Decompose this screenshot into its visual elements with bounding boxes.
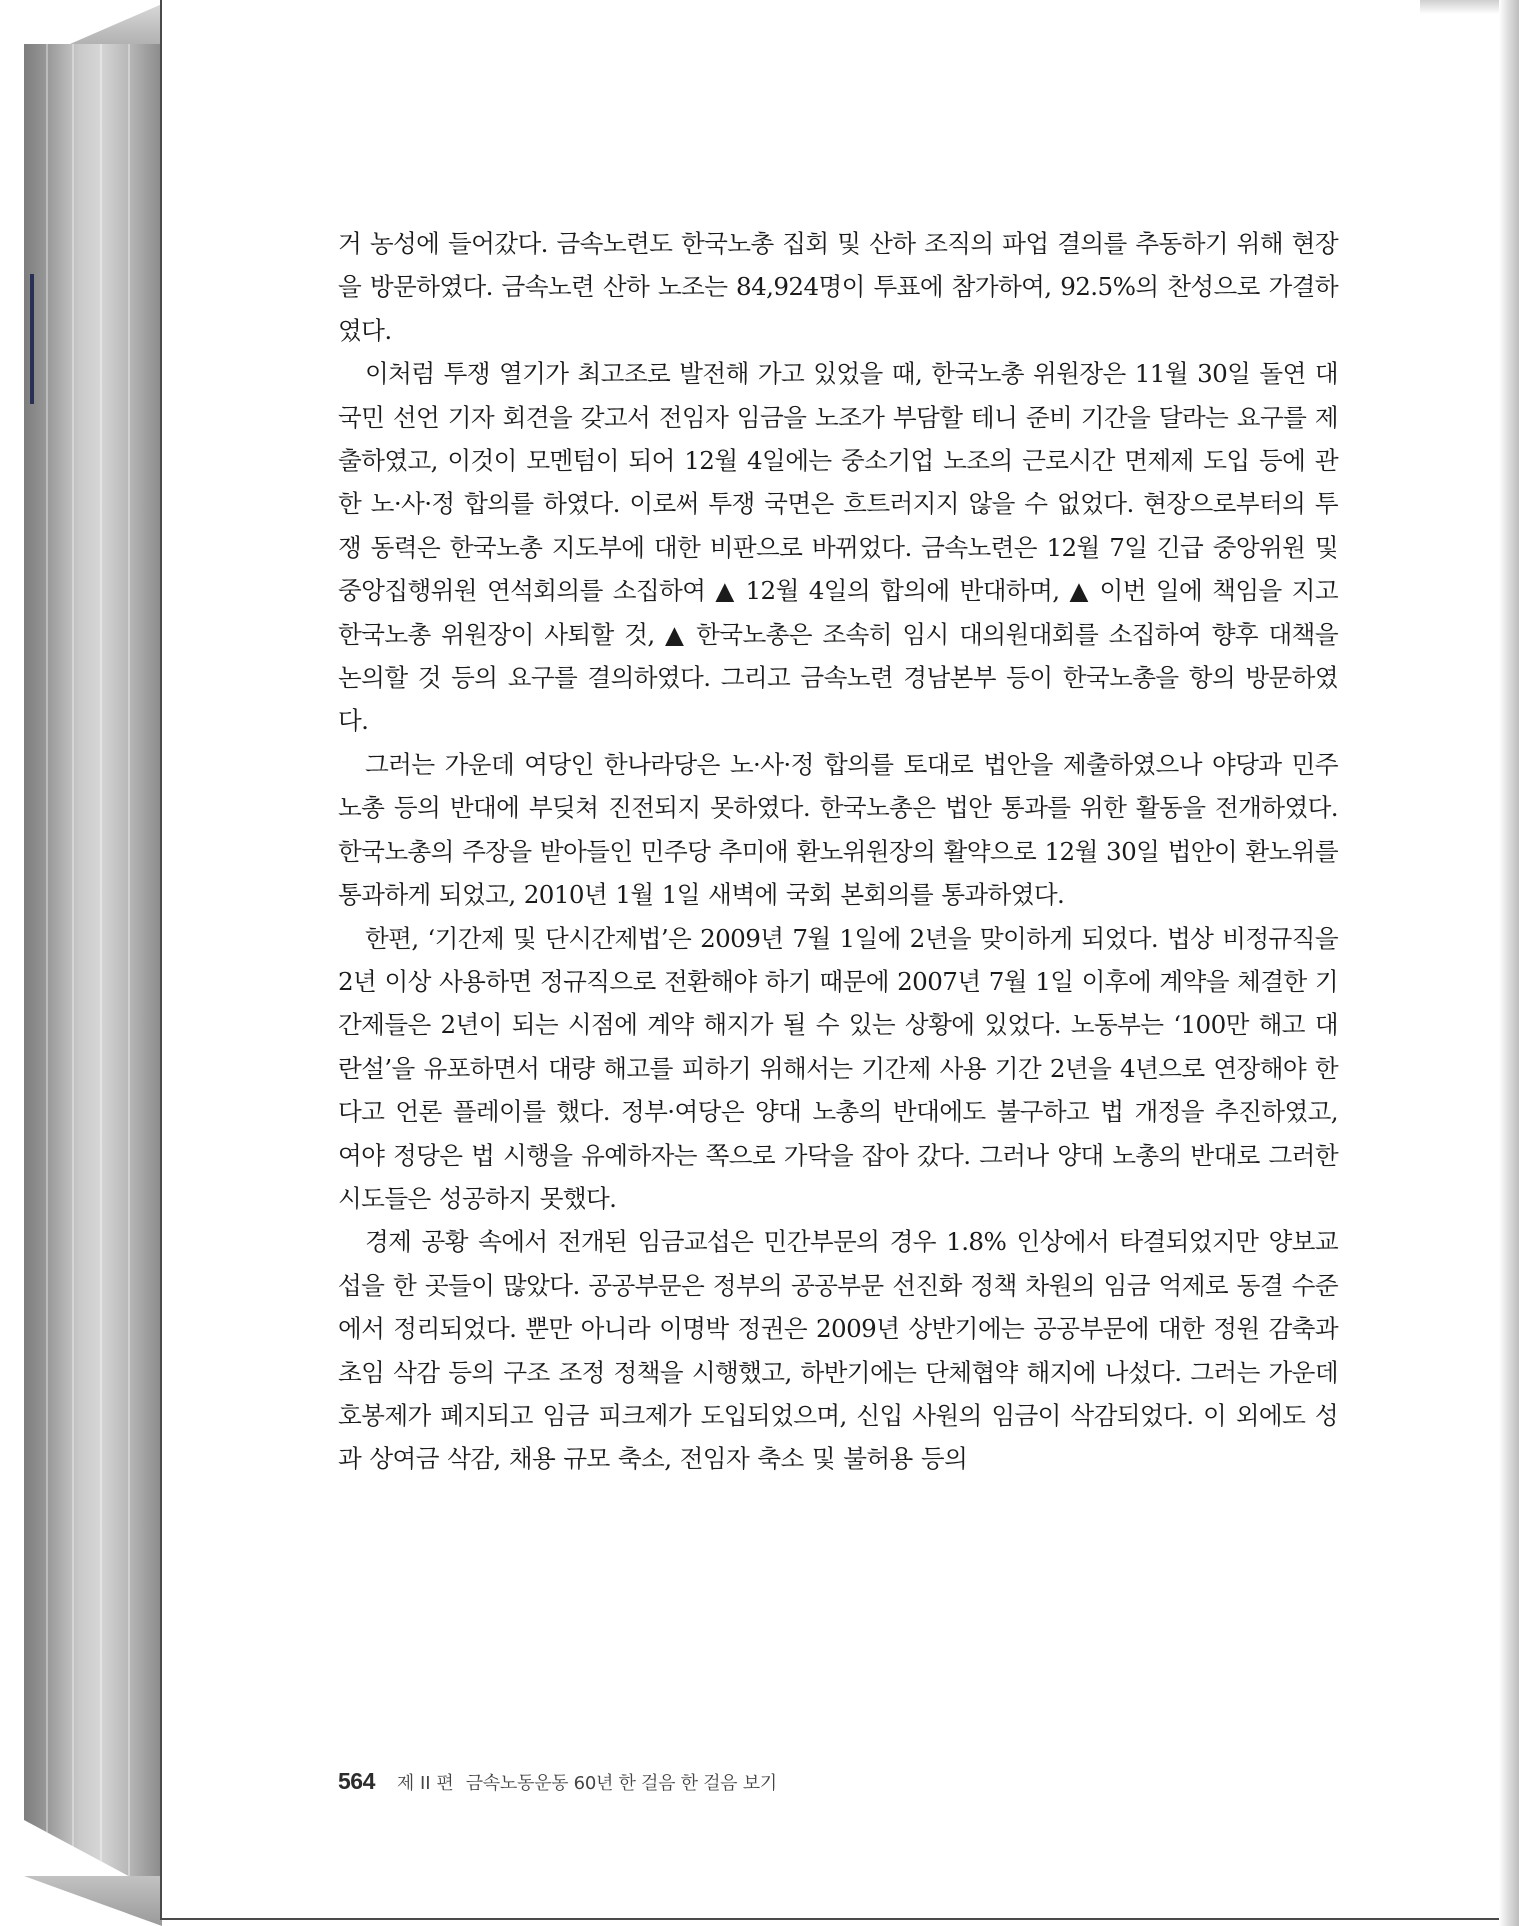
book-bottom-edge (24, 1876, 162, 1926)
running-title: 금속노동운동 60년 한 걸음 한 걸음 보기 (465, 1773, 777, 1794)
page-footer (338, 1768, 777, 1798)
page-edge-line (100, 44, 102, 1894)
bookmark-ribbon (30, 274, 34, 404)
paragraph: 한편, ‘기간제 및 단시간제법’은 2009년 7월 1일에 2년을 맞이하게 되었다. 법상 비정규직을 2년 이상 사용하면 정규직으로 전환해야 하기 때문에 2007년 7월 1일 이후에 계약을 체결한 기간제들은 2년이 되는 시점에 계약 해지가 될 수 있는 상황에 있었다. 노동부는 ‘100만 해고 대란설’을 유포하면서 대량 해고를 피하기 위해서는 기간제 사용 기간 2년을 4년으로 연장해야 한다고 언론 플레이를 했다. 정부·여당은 양대 노총의 반대에도 불구하고 법 개정을 추진하였고, 여야 정당은 법 시행을 유예하자는 쪽으로 가닥을 잡아 갔다. 그러나 양대 노총의 반대로 그러한 시도들은 성공하지 못했다. (338, 923, 1338, 1213)
page-edge-line (72, 44, 74, 1894)
book-page-edges (24, 44, 162, 1894)
body-text (338, 222, 1338, 1481)
paragraph: 거 농성에 들어갔다. 금속노련도 한국노총 집회 및 산하 조직의 파업 결의를 추동하기 위해 현장을 방문하였다. 금속노련 산하 노조는 84,924명이 투표에 참가하여, 92.5%의 찬성으로 가결하였다. (338, 229, 1338, 345)
page-number: 564 (338, 1768, 375, 1794)
paragraph: 경제 공황 속에서 전개된 임금교섭은 민간부문의 경우 1.8% 인상에서 타결되었지만 양보교섭을 한 곳들이 많았다. 공공부문은 정부의 공공부문 선진화 정책 차원의 임금 억제로 동결 수준에서 정리되었다. 뿐만 아니라 이명박 정권은 2009년 상반기에는 공공부문에 대한 정원 감축과 초임 삭감 등의 구조 조정 정책을 시행했고, 하반기에는 단체협약 해지에 나섰다. 그러는 가운데 호봉제가 폐지되고 임금 피크제가 도입되었으며, 신입 사원의 임금이 삭감되었다. 이 외에도 성과 상여금 삭감, 채용 규모 축소, 전임자 축소 및 불허용 등의 (338, 1227, 1338, 1474)
page-right-shadow (1499, 0, 1519, 1926)
paragraph: 그러는 가운데 여당인 한나라당은 노·사·정 합의를 토대로 법안을 제출하였으나 야당과 민주노총 등의 반대에 부딪쳐 진전되지 못하였다. 한국노총은 법안 통과를 위한 활동을 전개하였다. 한국노총의 주장을 받아들인 민주당 추미애 환노위원장의 활약으로 12월 30일 법안이 환노위를 통과하게 되었고, 2010년 1월 1일 새벽에 국회 본회의를 통과하였다. (338, 749, 1338, 910)
page-edge-line (128, 44, 130, 1894)
paragraph: 이처럼 투쟁 열기가 최고조로 발전해 가고 있었을 때, 한국노총 위원장은 11월 30일 돌연 대국민 선언 기자 회견을 갖고서 전임자 임금을 노조가 부담할 테니 준비 기간을 달라는 요구를 제출하였고, 이것이 모멘텀이 되어 12월 4일에는 중소기업 노조의 근로시간 면제제 도입 등에 관한 노·사·정 합의를 하였다. 이로써 투쟁 국면은 흐트러지지 않을 수 없었다. 현장으로부터의 투쟁 동력은 한국노총 지도부에 대한 비판으로 바뀌었다. 금속노련은 12월 7일 긴급 중앙위원 및 중앙집행위원 연석회의를 소집하여 ▲ 12월 4일의 합의에 반대하며, ▲ 이번 일에 책임을 지고 한국노총 위원장이 사퇴할 것, ▲ 한국노총은 조속히 임시 대의원대회를 소집하여 향후 대책을 논의할 것 등의 요구를 결의하였다. 그리고 금속노련 경남본부 등이 한국노총을 항의 방문하였다. (338, 359, 1338, 736)
part-label: 제 II 편 (396, 1773, 454, 1794)
page-edge-line (46, 44, 48, 1894)
